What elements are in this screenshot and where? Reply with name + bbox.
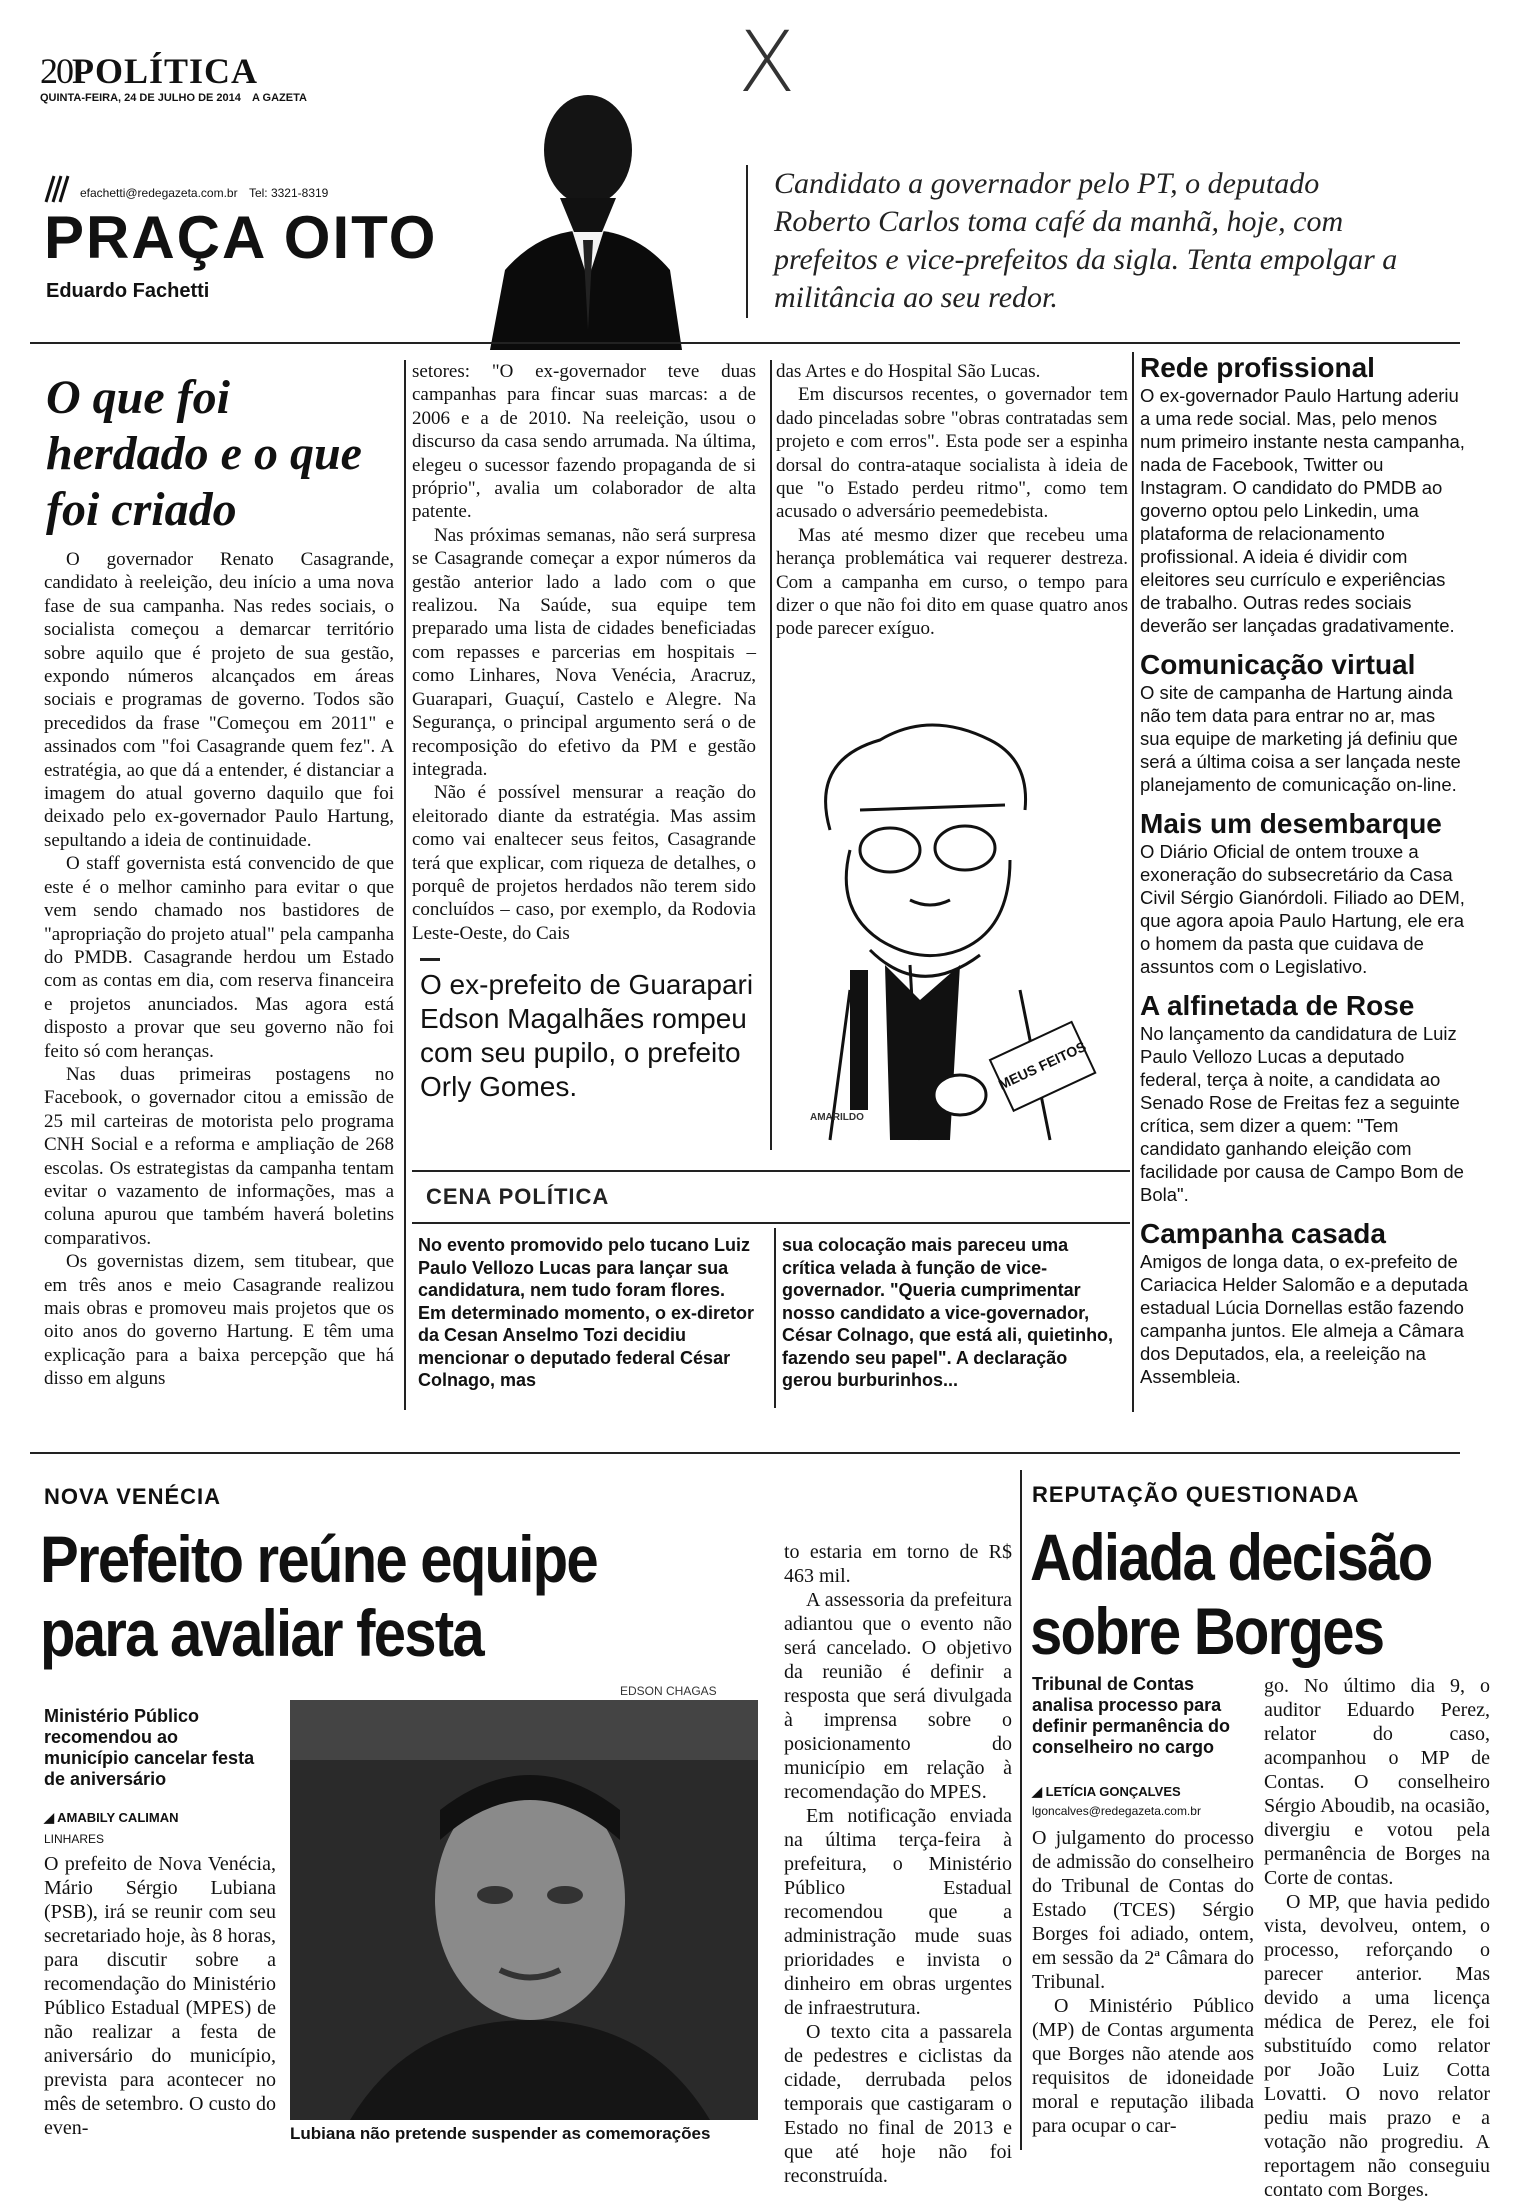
paragraph: O texto cita a passarela de pedestres e ciclistas da cidade, derrubada pelos temporais que castigaram o Estado no final de 2013 e que até hoje não foi reconstruída. <box>784 2021 1012 2187</box>
paragraph: to estaria em torno de R$ 463 mil. <box>784 1541 1012 1587</box>
cena-column-1: No evento promovido pelo tucano Luiz Paulo Vellozo Lucas para lançar sua candidatura, nem tudo foram flores. Em determinado momento, o ex-diretor da Cesan Anselmo Tozi decidiu mencionar o deputado federal César Colnago, mas <box>418 1235 755 1390</box>
dateline: QUINTA-FEIRA, 24 DE JULHO DE 2014 <box>40 92 241 104</box>
pencil-icon: ◢ <box>1032 1784 1046 1799</box>
paper-name: A GAZETA <box>251 92 307 104</box>
note-title: Comunicação virtual <box>1140 649 1416 680</box>
column-author: Eduardo Fachetti <box>46 280 210 302</box>
borges-column-2 <box>1264 1674 1490 2202</box>
paragraph: das Artes e do Hospital São Lucas. <box>776 361 1041 382</box>
contact-phone: Tel: 3321-8319 <box>248 186 329 200</box>
columnist-photo <box>470 80 700 350</box>
note-title: Mais um desembarque <box>1140 808 1442 839</box>
nova-venecia-column-2 <box>784 1540 1012 2188</box>
paragraph: go. No último dia 9, o auditor Eduardo Perez, relator do caso, acompanhou o MP de Contas. O conselheiro Sérgio Aboudib, na ocasião, divergiu e votou pela permanência de Borges na Corte de contas. <box>1264 1675 1490 1889</box>
paragraph: Em discursos recentes, o governador tem dado pinceladas sobre "obras contratadas sem projeto e com erros". Esta pode ser a espinha dorsal do contra-ataque socialista à ideia de que "o Estado perdeu ritmo", como tem acusado o adversário peemedebista. <box>776 384 1128 523</box>
note <box>1140 352 1470 637</box>
handwritten-mark: X <box>738 13 796 111</box>
headline-borges: Adiada decisão sobre Borges <box>1030 1520 1432 1668</box>
pencil-icon: ◢ <box>44 1810 58 1825</box>
subhead-nova-venecia: Ministério Público recomendou ao município cancelar festa de aniversário <box>44 1706 255 1789</box>
lead-headline: O que foi herdado e o que foi criado <box>46 371 362 536</box>
paragraph: Nas próximas semanas, não será surpresa se Casagrande começar a expor números da gestão anterior lado a lado com o que realizou. Na Saúde, sua equipe tem preparado uma lista de cidades beneficiadas com repasses e parcerias em hospitais – como Linhares, Nova Venécia, Aracruz, Guarapari, Guaçuí, Castelo e Alegre. Na Segurança, o principal argumento será o de recomposição do efetivo da PM e gestão integrada. <box>412 524 756 780</box>
paragraph: O julgamento do processo de admissão do conselheiro do Tribunal de Contas do Estado (TCES) Sérgio Borges foi adiado, ontem, em sessão da 2ª Câmara do Tribunal. <box>1032 1827 1254 1993</box>
pull-quote: O ex-prefeito de Guarapari Edson Magalhães rompeu com seu pupilo, o prefeito Orly Gomes. <box>420 969 754 1102</box>
paragraph: O governador Renato Casagrande, candidato à reeleição, deu início a uma nova fase de sua campanha. Nas redes sociais, o socialista começou a demarcar território sobre aquilo que é projeto de sua gestão, expondo números alcançados em áreas sociais e programas de governo. Todos são precedidos da frase "Começou em 2011" e assinados com "foi Casagrande quem fez". A estratégia, ao que dá a entender, é distanciar a imagem do atual governo daquilo que foi deixado pelo ex-governador Paulo Hartung, sepultando a ideia de continuidade. <box>44 549 394 851</box>
column-title: PRAÇA OITO <box>44 204 438 271</box>
subhead-borges: Tribunal de Contas analisa processo para definir permanência do conselheiro no cargo <box>1032 1674 1231 1757</box>
paragraph: O staff governista está convencido de que este é o melhor caminho para evitar o que vem sendo chamado nos bastidores de "apropriação do projeto atual" pela campanha do PMDB. Casagrande herdou um Estado com as contas em dia, com reserva financeira e projetos anunciados. Mas agora está disposto a provar que seu governo não foi feito só com heranças. <box>44 853 394 1062</box>
paragraph: Em notificação enviada na última terça-feira à prefeitura, o Ministério Público Estadual recomendou que a administração mude suas prioridades e invista o dinheiro em obras urgentes de infraestrutura. <box>784 1805 1012 2019</box>
paragraph: O MP, que havia pedido vista, devolveu, ontem, o processo, reforçando o parecer anterior. Mas devido a uma licença médica de Perez, ele foi substituído como relator por João Luiz Cotta Lovatti. O novo relator pediu mais prazo e a votação não progrediu. A reportagem não conseguiu contato com Borges. <box>1264 1891 1490 2201</box>
note <box>1140 1218 1470 1388</box>
note <box>1140 649 1470 796</box>
note-body: Amigos de longa data, o ex-prefeito de Cariacica Helder Salomão e a deputada estadual Lúcia Dornellas estão fazendo campanha juntos. Ele almeja a Câmara dos Deputados, ela, a reeleição na Assembleia. <box>1140 1251 1469 1387</box>
paragraph: O prefeito de Nova Venécia, Mário Sérgio Lubiana (PSB), irá se reunir com seu secretariado hoje, às 8 horas, para discutir sobre a recomendação do Ministério Público Estadual (MPES) de não realizar a festa de aniversário do município, prevista para acontecer no mês de setembro. O custo do even- <box>44 1853 276 2139</box>
byline-name: LETÍCIA GONÇALVES <box>1045 1784 1181 1799</box>
photo-caption: Lubiana não pretende suspender as comemorações <box>290 2124 711 2143</box>
column-highlight-quote: Candidato a governador pelo PT, o deputado Roberto Carlos toma café da manhã, hoje, com prefeitos e vice-prefeitos da sigla. Tenta empolgar a militância ao seu redor. <box>774 167 1398 314</box>
nova-venecia-column-1 <box>44 1852 276 2140</box>
headline-nova-venecia: Prefeito reúne equipe para avaliar festa <box>40 1522 597 1670</box>
column-contact <box>80 186 328 200</box>
cena-politica-label: CENA POLÍTICA <box>426 1184 610 1209</box>
news-photo <box>290 1700 758 2120</box>
note-title: Rede profissional <box>1140 352 1375 383</box>
page-header <box>40 50 380 130</box>
slash-logo-icon <box>44 168 70 204</box>
byline-email-borges: lgoncalves@redegazeta.com.br <box>1032 1804 1201 1818</box>
location-nova-venecia: LINHARES <box>44 1832 105 1846</box>
paragraph: O Ministério Público (MP) de Contas argumenta que Borges não atende aos requisitos de idoneidade moral e reputação ilibada para ocupar o car- <box>1032 1995 1254 2137</box>
note <box>1140 990 1470 1206</box>
paragraph: A assessoria da prefeitura adiantou que o evento não será cancelado. O objetivo da reunião é definir a resposta que será divulgada à imprensa sobre o posicionamento do município em relação à recomendação do MPES. <box>784 1589 1012 1803</box>
note-title: A alfinetada de Rose <box>1140 990 1415 1021</box>
byline-nova-venecia <box>44 1810 178 1826</box>
paragraph: setores: "O ex-governador teve duas campanhas para fincar suas marcas: a de 2006 e a de 2010. Na reeleição, usou o discurso da casa sendo arrumada. Na última, elegeu o sucessor fazendo propaganda de si próprio", avalia um colaborador de alta patente. <box>412 361 756 523</box>
notes-column <box>1140 352 1470 1388</box>
cartoon-paper-label: MEUS FEITOS <box>995 1038 1089 1093</box>
note-body: No lançamento da candidatura de Luiz Paulo Vellozo Lucas a deputado federal, terça à noite, a candidata ao Senado Rose de Freitas fez a seguinte crítica, sem dizer a quem: "Tem candidato ganhando eleição com facilidade por causa de Campo Bom de Bola". <box>1140 1023 1464 1205</box>
cartoon-illustration <box>790 700 1120 1140</box>
contact-email: efachetti@redegazeta.com.br <box>80 186 238 200</box>
kicker-nova-venecia: NOVA VENÉCIA <box>44 1484 222 1509</box>
borges-column-1 <box>1032 1826 1254 2138</box>
photo-credit: EDSON CHAGAS <box>620 1684 717 1698</box>
paragraph: Nas duas primeiras postagens no Facebook, o governador citou a emissão de 25 mil carteiras de motorista pelo programa CNH Social e a reforma e ampliação de 268 escolas. Os estrategistas da campanha tentam evitar o vazamento de informações, mas a coluna apurou que também haverá boletins comparativos. <box>44 1063 394 1249</box>
note <box>1140 808 1470 978</box>
note-body: O ex-governador Paulo Hartung aderiu a uma rede social. Mas, pelo menos num primeiro instante nesta campanha, nada de Facebook, Twitter ou Instagram. O candidato do PMDB ao governo optou pelo Linkedin, uma plataforma de relacionamento profissional. A ideia é dividir com eleitores seu currículo e experiências de trabalho. Outras redes sociais deverão ser lançadas gradativamente. <box>1140 385 1465 636</box>
lead-column-1 <box>44 548 394 1391</box>
paragraph: Os governistas dizem, sem titubear, que em três anos e meio Casagrande realizou mais obras e promoveu mais projetos que os oito anos do governo Hartung. E têm uma explicação para a baixa percepção que há disso em alguns <box>44 1251 394 1390</box>
kicker-borges: REPUTAÇÃO QUESTIONADA <box>1032 1482 1360 1507</box>
lead-column-2 <box>412 360 756 945</box>
section-name: POLÍTICA <box>72 51 259 91</box>
lead-column-3 <box>776 360 1128 641</box>
note-body: O site de campanha de Hartung ainda não tem data para entrar no ar, mas sua equipe de marketing já definiu que será a última coisa a ser lançada neste planejamento de comunicação on-line. <box>1140 682 1461 795</box>
note-body: O Diário Oficial de ontem trouxe a exoneração do subsecretário da Casa Civil Sérgio Gianórdoli. Filiado ao DEM, que agora apoia Paulo Hartung, ele era o homem da pasta que cuidava de assuntos com o Legislativo. <box>1140 841 1465 977</box>
byline-name: AMABILY CALIMAN <box>57 1810 179 1825</box>
byline-borges <box>1032 1784 1181 1800</box>
cartoon-signature: AMARILDO <box>810 1112 864 1123</box>
paragraph: Mas até mesmo dizer que recebeu uma herança problemática vai requerer destreza. Com a campanha em curso, o tempo para dizer o que não foi dito em quase quatro anos pode parecer exíguo. <box>776 524 1128 640</box>
paragraph: Não é possível mensurar a reação do eleitorado diante da estratégia. Mas assim como vai enaltecer seus feitos, Casagrande terá que explicar, com riqueza de detalhes, o porquê de projetos herdados não terem sido concluídos – caso, por exemplo, da Rodovia Leste-Oeste, do Cais <box>412 782 756 944</box>
cena-column-2: sua colocação mais pareceu uma crítica velada à função de vice-governador. "Queria cumprimentar nosso candidato a vice-governador, César Colnago, que está ali, quietinho, fazendo seu papel". A declaração gerou burburinhos... <box>782 1235 1114 1390</box>
page-number: 20 <box>40 51 72 91</box>
note-title: Campanha casada <box>1140 1218 1386 1249</box>
